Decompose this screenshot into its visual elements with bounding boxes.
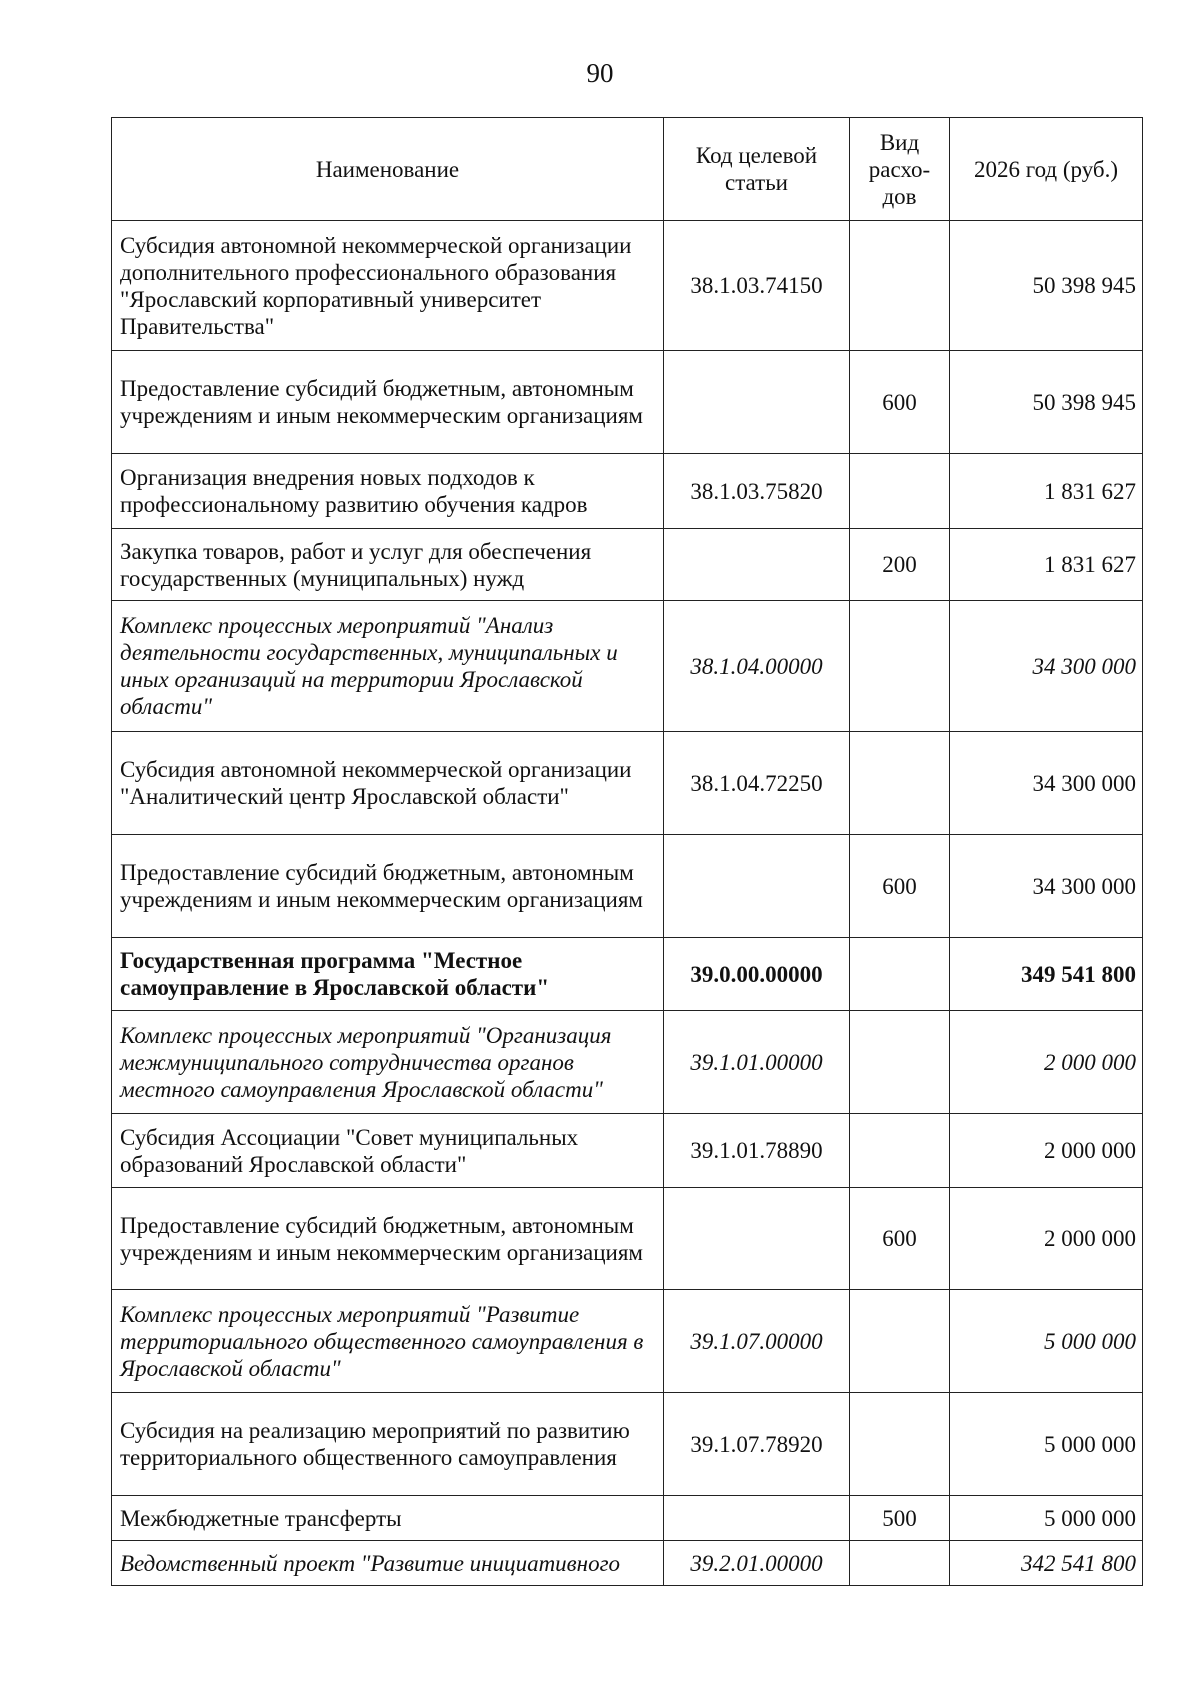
row-code [664,1496,850,1541]
row-code [664,529,850,601]
row-name: Межбюджетные трансферты [112,1496,664,1541]
row-amount: 50 398 945 [950,221,1143,351]
row-kind [850,938,950,1011]
row-name: Организация внедрения новых подходов к профессиональному развитию обучения кадров [112,454,664,529]
row-name: Субсидия на реализацию мероприятий по развитию территориального общественного самоуправления [112,1393,664,1496]
table-row [112,1114,1143,1188]
row-amount: 5 000 000 [950,1290,1143,1393]
row-name: Ведомственный проект "Развитие инициативного [112,1541,664,1586]
table-row [112,1496,1143,1541]
row-name: Субсидия автономной некоммерческой организации "Аналитический центр Ярославской области" [112,732,664,835]
row-code: 39.1.01.78890 [664,1114,850,1188]
row-kind [850,1290,950,1393]
row-kind: 500 [850,1496,950,1541]
row-name: Предоставление субсидий бюджетным, автономным учреждениям и иным некоммерческим организациям [112,1188,664,1290]
row-name: Комплекс процессных мероприятий "Организация межмуниципального сотрудничества органов местного самоуправления Ярославской области" [112,1011,664,1114]
row-code: 38.1.04.72250 [664,732,850,835]
row-name: Субсидия Ассоциации "Совет муниципальных образований Ярославской области" [112,1114,664,1188]
row-kind: 600 [850,1188,950,1290]
budget-table [111,117,1143,1586]
row-kind [850,1541,950,1586]
row-kind [850,1114,950,1188]
table-row [112,1188,1143,1290]
table-row [112,601,1143,732]
row-code: 38.1.03.75820 [664,454,850,529]
row-code [664,1188,850,1290]
row-amount: 2 000 000 [950,1114,1143,1188]
row-amount: 1 831 627 [950,529,1143,601]
row-kind [850,732,950,835]
table-row [112,351,1143,454]
row-code [664,351,850,454]
row-amount: 34 300 000 [950,601,1143,732]
row-code: 39.0.00.00000 [664,938,850,1011]
row-code: 39.2.01.00000 [664,1541,850,1586]
row-code: 39.1.07.00000 [664,1290,850,1393]
row-kind [850,454,950,529]
row-code: 39.1.01.00000 [664,1011,850,1114]
table-row [112,732,1143,835]
row-amount: 349 541 800 [950,938,1143,1011]
table-row [112,221,1143,351]
row-kind [850,601,950,732]
row-name: Комплекс процессных мероприятий "Анализ деятельности государственных, муниципальных и иных организаций на территории Ярославской области" [112,601,664,732]
row-name: Комплекс процессных мероприятий "Развитие территориального общественного самоуправления в Ярославской области" [112,1290,664,1393]
row-name: Предоставление субсидий бюджетным, автономным учреждениям и иным некоммерческим организациям [112,835,664,938]
row-amount: 1 831 627 [950,454,1143,529]
row-amount: 2 000 000 [950,1188,1143,1290]
row-amount: 50 398 945 [950,351,1143,454]
table-row [112,529,1143,601]
table-row [112,1290,1143,1393]
row-amount: 342 541 800 [950,1541,1143,1586]
table-row [112,454,1143,529]
row-kind [850,221,950,351]
header-code: Код целевой статьи [664,118,850,221]
header-row [112,118,1143,221]
header-kind: Вид расхо-дов [850,118,950,221]
row-code: 38.1.03.74150 [664,221,850,351]
row-name: Государственная программа "Местное самоуправление в Ярославской области" [112,938,664,1011]
header-name: Наименование [112,118,664,221]
row-amount: 34 300 000 [950,732,1143,835]
row-name: Субсидия автономной некоммерческой организации дополнительного профессионального образования "Ярославский корпоративный университет Правительства" [112,221,664,351]
page-number: 90 [586,58,614,88]
header-amount: 2026 год (руб.) [950,118,1143,221]
row-kind: 600 [850,351,950,454]
row-amount: 2 000 000 [950,1011,1143,1114]
table-row [112,1393,1143,1496]
row-code [664,835,850,938]
row-amount: 5 000 000 [950,1496,1143,1541]
row-code: 39.1.07.78920 [664,1393,850,1496]
row-kind [850,1011,950,1114]
row-amount: 34 300 000 [950,835,1143,938]
row-name: Предоставление субсидий бюджетным, автономным учреждениям и иным некоммерческим организациям [112,351,664,454]
row-name: Закупка товаров, работ и услуг для обеспечения государственных (муниципальных) нужд [112,529,664,601]
table-row [112,835,1143,938]
table-row [112,1541,1143,1586]
table-row [112,938,1143,1011]
row-amount: 5 000 000 [950,1393,1143,1496]
row-kind [850,1393,950,1496]
row-kind: 200 [850,529,950,601]
table-row [112,1011,1143,1114]
row-code: 38.1.04.00000 [664,601,850,732]
row-kind: 600 [850,835,950,938]
